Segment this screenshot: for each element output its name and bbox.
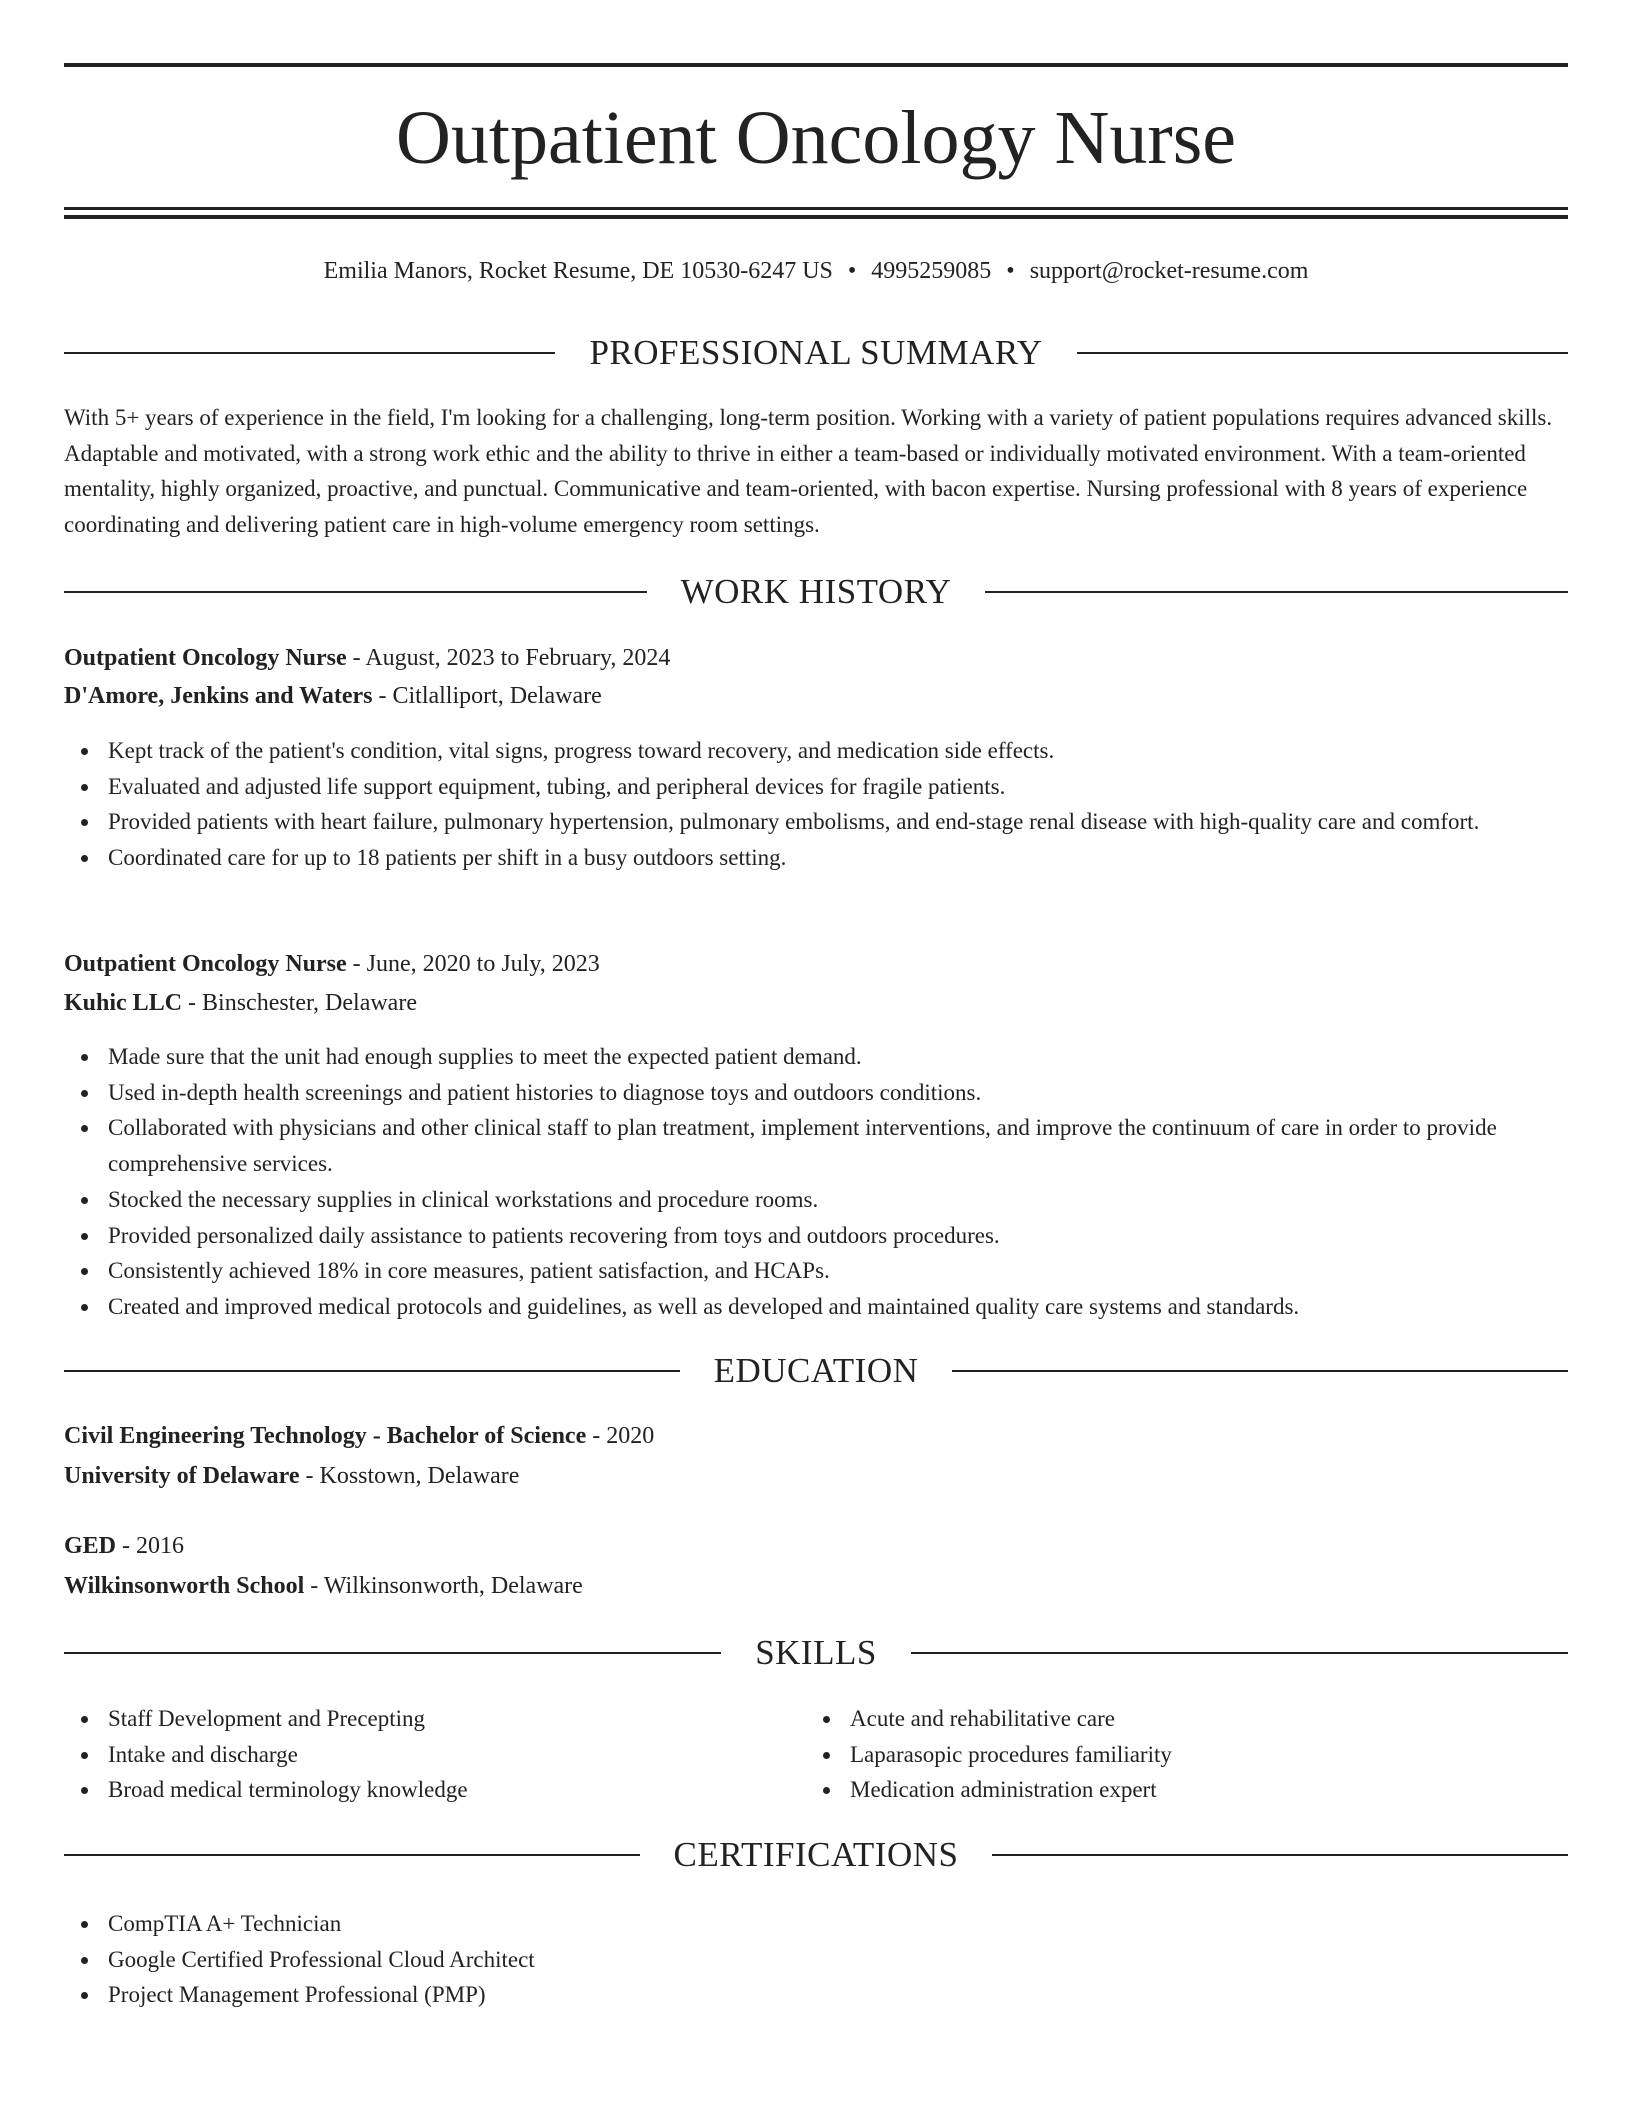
heading-rule <box>952 1370 1568 1372</box>
education-location: - Wilkinsonworth, Delaware <box>304 1573 583 1599</box>
education-location: - Kosstown, Delaware <box>299 1463 520 1489</box>
heading-rule <box>64 591 647 593</box>
job-bullet: Coordinated care for up to 18 patients per shift in a busy outdoors setting. <box>64 840 1568 876</box>
section-heading-skills <box>64 1631 1568 1675</box>
job-title-line <box>64 946 1568 982</box>
skill-item: Medication administration expert <box>806 1772 1546 1808</box>
job-bullet: Made sure that the unit had enough supplies to meet the expected patient demand. <box>64 1039 1568 1075</box>
skill-item: Broad medical terminology knowledge <box>64 1772 804 1808</box>
resume-title: Outpatient Oncology Nurse <box>395 96 1237 180</box>
heading-rule <box>992 1854 1568 1856</box>
heading-rule <box>64 1652 721 1654</box>
header-top-rule <box>64 63 1568 67</box>
job-title: Outpatient Oncology Nurse <box>64 645 347 671</box>
job-dates: - June, 2020 to July, 2023 <box>346 951 600 977</box>
education-school: University of Delaware <box>64 1463 300 1489</box>
job-title-line <box>64 640 1568 676</box>
contact-line <box>64 253 1568 289</box>
section-heading-certifications <box>64 1833 1568 1877</box>
job-bullet: Evaluated and adjusted life support equipment, tubing, and peripheral devices for fragile patients. <box>64 769 1568 805</box>
education-year: - 2016 <box>116 1533 185 1559</box>
job-bullet: Provided personalized daily assistance to patients recovering from toys and outdoors procedures. <box>64 1218 1568 1254</box>
job-bullet: Provided patients with heart failure, pulmonary hypertension, pulmonary embolisms, and end-stage renal disease with high-quality care and comfort. <box>64 804 1568 840</box>
contact-separator: • <box>847 258 857 284</box>
education-degree: GED <box>64 1533 117 1559</box>
job-title: Outpatient Oncology Nurse <box>64 951 347 977</box>
job-location: - Citlalliport, Delaware <box>372 683 602 709</box>
skills-list-left <box>64 1701 804 1808</box>
section-heading-summary <box>64 331 1568 375</box>
job-employer: D'Amore, Jenkins and Waters <box>64 683 373 709</box>
section-title: EDUCATION <box>713 1351 919 1390</box>
contact-address: Emilia Manors, Rocket Resume, DE 10530-6247 US <box>323 258 833 284</box>
section-title: CERTIFICATIONS <box>673 1835 959 1874</box>
job-bullet: Consistently achieved 18% in core measures, patient satisfaction, and HCAPs. <box>64 1253 1568 1289</box>
job-employer-line <box>64 678 1568 714</box>
summary-text: With 5+ years of experience in the field, I'm looking for a challenging, long-term position. Working with a variety of patient populations requires advanced skills. Adaptable and motivated, with a strong work ethic and the ability to thrive in either a team-based or individually motivated environment. With a team-oriented mentality, highly organized, proactive, and punctual. Communicative and team-oriented, with bacon expertise. Nursing professional with 8 years of experience coordinating and delivering patient care in high-volume emergency room settings. <box>64 405 1553 537</box>
job-bullet: Created and improved medical protocols and guidelines, as well as developed and maintained quality care systems and standards. <box>64 1289 1568 1325</box>
section-heading-work <box>64 570 1568 614</box>
skill-item: Staff Development and Precepting <box>64 1701 804 1737</box>
skill-item: Intake and discharge <box>64 1737 804 1773</box>
heading-rule <box>64 1854 640 1856</box>
header-double-rule <box>64 207 1568 219</box>
job-employer-line <box>64 985 1568 1021</box>
section-title: WORK HISTORY <box>680 572 952 611</box>
education-degree-line <box>64 1418 1568 1454</box>
contact-email: support@rocket-resume.com <box>1029 258 1309 284</box>
heading-rule <box>64 1370 680 1372</box>
skills-list-right <box>806 1701 1546 1808</box>
job-dates: - August, 2023 to February, 2024 <box>346 645 671 671</box>
job-bullet: Kept track of the patient's condition, vital signs, progress toward recovery, and medication side effects. <box>64 733 1568 769</box>
heading-rule <box>985 591 1568 593</box>
education-degree-line <box>64 1528 1568 1564</box>
education-degree: Civil Engineering Technology - Bachelor of Science <box>64 1423 587 1449</box>
section-title: SKILLS <box>755 1633 877 1672</box>
certifications-list <box>64 1906 1568 2013</box>
education-school: Wilkinsonworth School <box>64 1573 305 1599</box>
education-school-line <box>64 1568 1568 1604</box>
contact-separator: • <box>1006 258 1015 284</box>
job-employer: Kuhic LLC <box>64 990 183 1016</box>
job-bullet: Collaborated with physicians and other clinical staff to plan treatment, implement interventions, and improve the continuum of care in order to provide comprehensive services. <box>64 1110 1568 1181</box>
contact-phone: 4995259085 <box>871 258 992 284</box>
heading-rule <box>911 1652 1568 1654</box>
skill-item: Laparasopic procedures familiarity <box>806 1737 1546 1773</box>
section-title: PROFESSIONAL SUMMARY <box>589 333 1043 372</box>
job-bullet: Stocked the necessary supplies in clinical workstations and procedure rooms. <box>64 1182 1568 1218</box>
certification-item: Google Certified Professional Cloud Architect <box>64 1942 1568 1978</box>
job-location: - Binschester, Delaware <box>182 990 417 1016</box>
heading-rule <box>1077 352 1568 354</box>
certification-item: CompTIA A+ Technician <box>64 1906 1568 1942</box>
section-heading-education <box>64 1349 1568 1393</box>
heading-rule <box>64 352 555 354</box>
skill-item: Acute and rehabilitative care <box>806 1701 1546 1737</box>
certification-item: Project Management Professional (PMP) <box>64 1977 1568 2013</box>
job-bullets <box>64 1039 1568 1325</box>
job-bullet: Used in-depth health screenings and patient histories to diagnose toys and outdoors conditions. <box>64 1075 1568 1111</box>
education-year: - 2020 <box>586 1423 655 1449</box>
job-bullets <box>64 733 1568 876</box>
education-school-line <box>64 1458 1568 1494</box>
